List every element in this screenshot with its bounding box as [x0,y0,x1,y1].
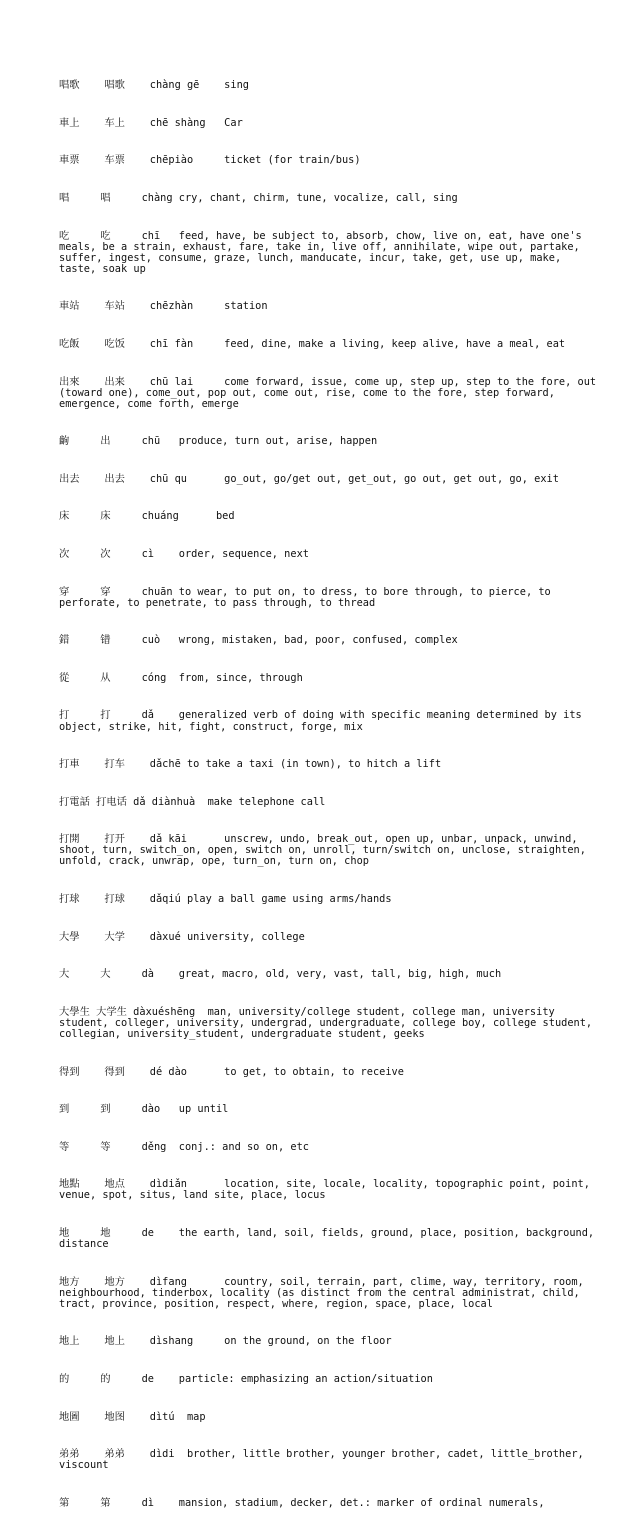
vocab-entry-ditu: 地圖 地图 dìtú map [59,1410,206,1423]
vocab-entry-dache: 打車 打车 dǎchē to take a taxi (in town), to hitch a lift [59,758,442,771]
vocab-entry-didian: 地點 地点 dìdiǎn location, site, locale, locality, topographic point, point, venue, spot, situs, land site, place, locus [59,1178,597,1202]
vocab-entry-daxuesheng: 大學生 大学生 dàxuéshēng man, university/college student, college man, university student, colleger, university, undergrad, undergraduate, college boy, college student, collegian, university_student, undergraduate student, geeks [59,1005,599,1040]
vocab-entry-chifan: 吃飯 吃饭 chī fàn feed, dine, make a living, keep alive, have a meal, eat [59,337,566,350]
vocabulary-list [59,58,603,1524]
vocab-entry-changge: 唱歌 唱歌 chàng gē sing [59,79,249,92]
vocab-entry-chang: 唱 唱 chàng cry, chant, chirm, tune, vocalize, call, sing [59,191,458,204]
vocab-entry-ci: 次 次 cì order, sequence, next [59,548,309,561]
vocab-entry-difang: 地方 地方 dìfang country, soil, terrain, part, clime, way, territory, room, neighbourhood, tinderbox, locality (as distinct from the central administrat, child, tract, province, position, respect, where, region, space, place, local [59,1275,590,1310]
vocab-entry-deng: 等 等 děng conj.: and so on, etc [59,1140,309,1153]
vocab-entry-dishang: 地上 地上 dìshang on the ground, on the floor [59,1335,392,1348]
vocab-entry-chezhan: 車站 车站 chēzhàn station [59,300,268,313]
vocab-entry-cong: 從 从 cóng from, since, through [59,671,303,684]
vocab-entry-chi: 吃 吃 chī feed, have, be subject to, absorb, chow, live on, eat, have one's meals, be a strain, exhaust, fare, take in, live off, annihilate, wipe out, partake, suffer, ingest, consume, graze, lunch, manducate, incur, take, get, use up, make, taste, soak up [59,229,588,275]
vocab-entry-daqiu: 打球 打球 dǎqiú play a ball game using arms/hands [59,893,392,906]
vocab-entry-chuang: 床 床 chuáng bed [59,510,235,523]
vocab-entry-daxue: 大學 大学 dàxué university, college [59,930,305,943]
vocab-entry-de-particle: 的 的 de particle: emphasizing an action/situation [59,1372,433,1385]
vocab-entry-da-hit: 打 打 dǎ generalized verb of doing with specific meaning determined by its object, strike, hit, fight, construct, forge, mix [59,709,588,733]
vocab-entry-di-earth: 地 地 de the earth, land, soil, fields, ground, place, position, background, distance [59,1226,601,1251]
vocab-entry-dadianhua: 打電話 打电话 dǎ diànhuà make telephone call [59,795,326,808]
vocab-entry-da-big: 大 大 dà great, macro, old, very, vast, tall, big, high, much [59,968,502,981]
vocab-entry-dakai: 打開 打开 dǎ kāi unscrew, undo, break_out, open up, unbar, unpack, unwind, shoot, turn, switch_on, open, switch on, unroll, turn/switch on, unclose, straighten, unfold, crack, unwrap, ope, turn_on, turn on, chop [59,833,593,868]
vocab-entry-chuqu: 出去 出去 chū qu go_out, go/get out, get_out, go out, get out, go, exit [59,472,559,485]
vocab-entry-cheshang: 車上 车上 chē shàng Car [59,116,243,129]
vocab-entry-chuan: 穿 穿 chuān to wear, to put on, to dress, to bore through, to pierce, to perforate, to penetrate, to pass through, to thread [59,585,557,609]
vocab-entry-didi: 弟弟 弟弟 dìdi brother, little brother, younger brother, cadet, little_brother, viscount [59,1448,590,1472]
vocab-entry-dedao: 得到 得到 dé dào to get, to obtain, to receive [59,1065,404,1078]
vocab-entry-di-ordinal: 第 第 dì mansion, stadium, decker, det.: marker of ordinal numerals, [59,1496,545,1509]
vocab-entry-chepiao: 車票 车票 chēpiào ticket (for train/bus) [59,154,361,167]
vocab-entry-chu: 齣 出 chū produce, turn out, arise, happen [59,435,378,448]
vocab-entry-cuo: 錯 错 cuò wrong, mistaken, bad, poor, confused, complex [59,634,458,647]
vocab-entry-chulai: 出來 出来 chū lai come forward, issue, come up, step up, step to the fore, out (toward one), come_out, pop out, come out, rise, come to the fore, step forward, emergence, come forth, emerge [59,375,603,410]
vocab-entry-dao: 到 到 dào up until [59,1103,229,1116]
